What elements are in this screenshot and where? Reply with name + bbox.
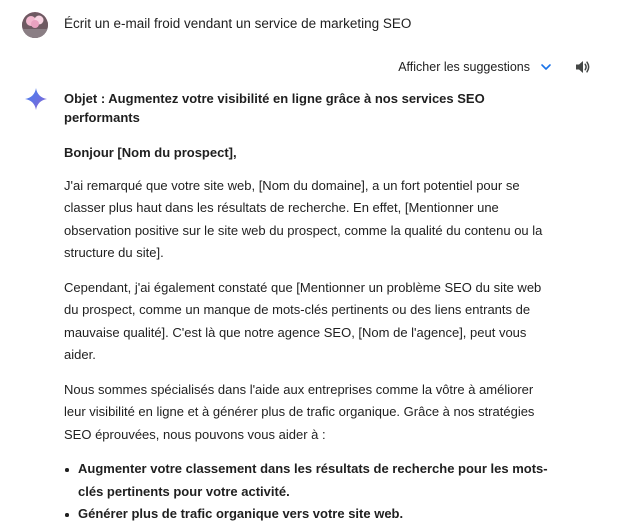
email-greeting: Bonjour [Nom du prospect], — [64, 145, 237, 160]
response-body — [64, 89, 554, 526]
email-paragraph: Nous sommes spécialisés dans l'aide aux entreprises comme la vôtre à améliorer leur visibilité en ligne et à générer plus de trafic organique. Grâce à nos stratégies SEO éprouvées, nous pouvons vous aider à : — [64, 381, 535, 442]
email-paragraph: J'ai remarqué que votre site web, [Nom du domaine], a un fort potentiel pour se classer plus haut dans les résultats de recherche. En effet, [Mentionner une observation positive sur le site web du prospect, comme la qualité du contenu ou la structure du site]. — [64, 177, 543, 260]
chevron-down-icon — [540, 61, 552, 73]
benefits-list — [64, 458, 554, 526]
gemini-sparkle-icon — [24, 87, 48, 111]
user-avatar — [22, 12, 48, 38]
user-prompt: Écrit un e-mail froid vendant un service de marketing SEO — [64, 16, 412, 31]
response-toolbar — [398, 58, 592, 76]
show-suggestions-label: Afficher les suggestions — [398, 60, 530, 74]
show-suggestions-button[interactable] — [398, 60, 552, 74]
read-aloud-button[interactable] — [574, 58, 592, 76]
email-paragraph: Cependant, j'ai également constaté que [Mentionner un problème SEO du site web du prospect, comme un manque de mots-clés pertinents ou des liens entrants de mauvaise qualité]. C'est là que notre agence SEO, [Nom de l'agence], peut vous aider. — [64, 279, 542, 362]
volume-icon — [574, 58, 592, 76]
list-item: Augmenter votre classement dans les résultats de recherche pour les mots-clés pertinents pour votre activité. — [78, 458, 554, 503]
email-subject: Objet : Augmentez votre visibilité en ligne grâce à nos services SEO performants — [64, 91, 485, 125]
list-item: Générer plus de trafic organique vers votre site web. — [78, 503, 554, 526]
